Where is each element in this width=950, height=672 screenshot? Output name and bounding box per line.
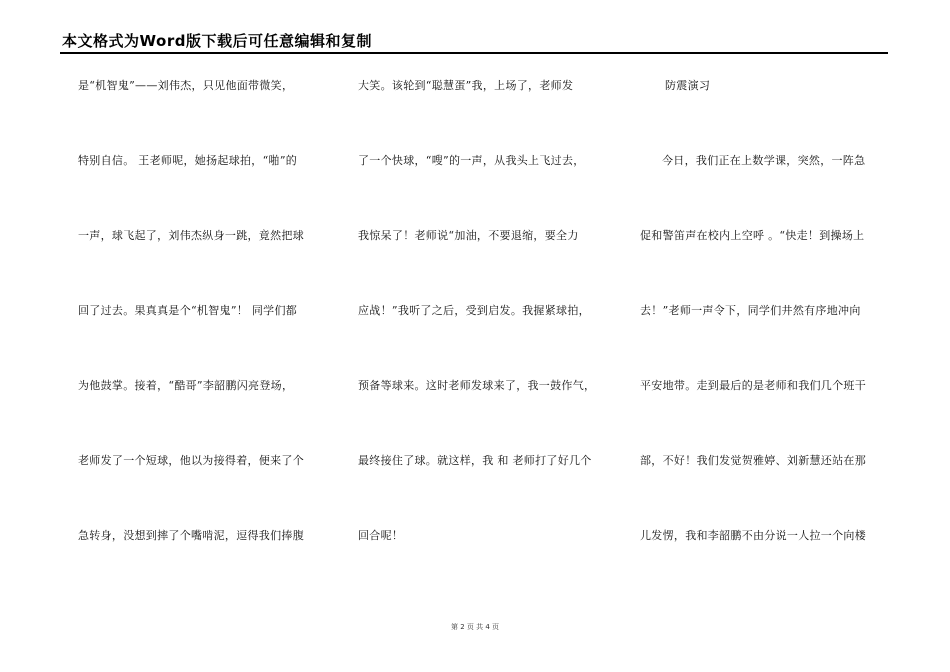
- text-line: 今日，我们正在上数学课，突然，一阵急: [662, 154, 866, 167]
- text-line: 最终接住了球。就这样，我 和 老师打了好几个: [358, 454, 592, 467]
- text-line: 促和警笛声在校内上空呼 。“快走！到操场上: [640, 229, 865, 242]
- text-line: 儿发愣，我和李韶鹏不由分说一人拉一个向楼: [640, 529, 866, 542]
- document-header-title: 本文格式为Word版下载后可任意编辑和复制: [62, 32, 372, 50]
- text-line: 是“机智鬼”——刘伟杰，只见他面带微笑，: [78, 79, 294, 92]
- text-line: 预备等球来。这时老师发球来了，我一鼓作气，: [358, 379, 596, 392]
- section-heading: 防震演习: [665, 79, 711, 92]
- text-line: 特别自信。 王老师呢，她扬起球拍，“啪”的: [78, 154, 298, 167]
- text-line: 大笑。该轮到“聪慧蛋”我，上场了，老师发: [358, 79, 574, 92]
- text-line: 一声，球飞起了，刘伟杰纵身一跳，竟然把球: [78, 229, 304, 242]
- text-line: 为他鼓掌。接着，“酷哥”李韶鹏闪亮登场，: [78, 379, 294, 392]
- text-line: 老师发了一个短球，他以为接得着，便来了个: [78, 454, 304, 467]
- header-divider: [60, 52, 888, 54]
- text-line: 部，不好！我们发觉贺雅婷、刘新慧还站在那: [640, 454, 866, 467]
- text-line: 了一个快球，“嗖”的一声，从我头上飞过去，: [358, 154, 585, 167]
- text-line: 去！”老师一声令下，同学们井然有序地冲向: [640, 304, 861, 317]
- text-line: 平安地带。走到最后的是老师和我们几个班干: [640, 379, 866, 392]
- page-number: 第 2 页 共 4 页: [450, 623, 500, 631]
- text-line: 回了过去。果真真是个“机智鬼”！ 同学们都: [78, 304, 298, 317]
- text-line: 应战！”我听了之后，受到启发。我握紧球拍，: [358, 304, 590, 317]
- text-line: 回合呢！: [358, 529, 404, 542]
- text-line: 我惊呆了！老师说“加油，不要退缩，要全力: [358, 229, 579, 242]
- text-line: 急转身，没想到摔了个嘴啃泥，逗得我们捧腹: [78, 529, 304, 542]
